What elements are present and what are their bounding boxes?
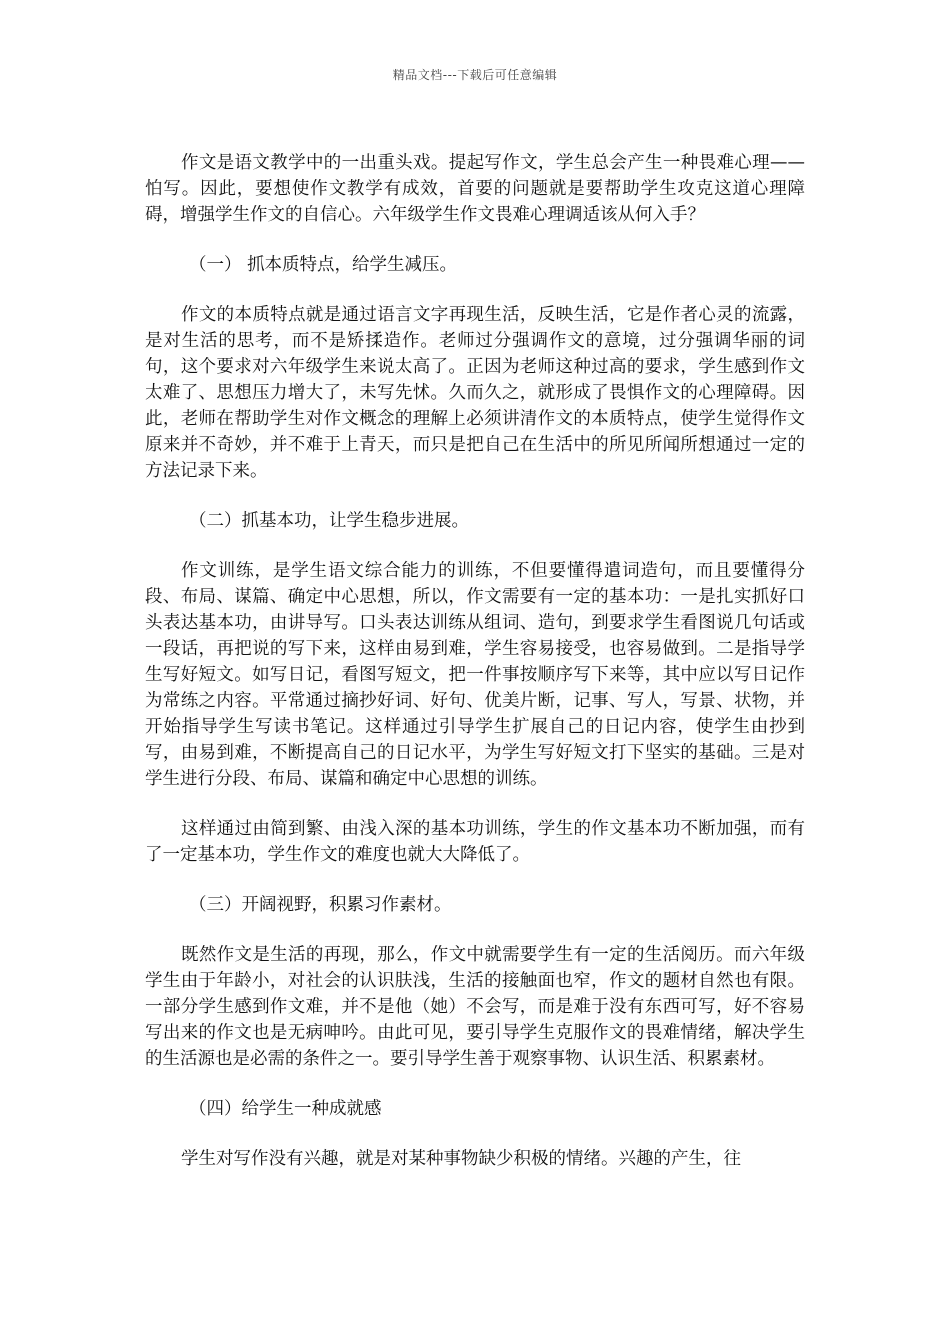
intro-paragraph: 作文是语文教学中的一出重头戏。提起写作文，学生总会产生一种畏难心理——怕写。因此，要想使作文教学有成效，首要的问题就是要帮助学生攻克这道心理障碍，增强学生作文的自信心。六年级学生作文畏难心理调适该从何入手？ — [145, 153, 805, 225]
page-header: 精品文档---下载后可任意编辑 — [392, 68, 558, 82]
section-2-paragraph-2: 这样通过由简到繁、由浅入深的基本功训练，学生的作文基本功不断加强，而有了一定基本功，学生作文的难度也就大大降低了。 — [145, 819, 805, 865]
section-heading-3: （三）开阔视野，积累习作素材。 — [189, 895, 452, 915]
section-1-paragraph: 作文的本质特点就是通过语言文字再现生活，反映生活，它是作者心灵的流露，是对生活的思考，而不是矫揉造作。老师过分强调作文的意境，过分强调华丽的词句，这个要求对六年级学生来说太高了。正因为老师这种过高的要求，学生感到作文太难了、思想压力增大了，未写先怵。久而久之，就形成了畏惧作文的心理障碍。因此，老师在帮助学生对作文概念的理解上必须讲清作文的本质特点，使学生觉得作文原来并不奇妙，并不难于上青天，而只是把自己在生活中的所见所闻所想通过一定的方法记录下来。 — [145, 305, 805, 481]
section-3-paragraph: 既然作文是生活的再现，那么，作文中就需要学生有一定的生活阅历。而六年级学生由于年龄小，对社会的认识肤浅，生活的接触面也窄，作文的题材自然也有限。一部分学生感到作文难，并不是他（她）不会写，而是难于没有东西可写，好不容易写出来的作文也是无病呻吟。由此可见，要引导学生克服作文的畏难情绪，解决学生的生活源也是必需的条件之一。要引导学生善于观察事物、认识生活、积累素材。 — [145, 945, 805, 1069]
section-4-paragraph: 学生对写作没有兴趣，就是对某种事物缺少积极的情绪。兴趣的产生，往 — [181, 1149, 741, 1169]
section-2-paragraph-1: 作文训练，是学生语文综合能力的训练，不但要懂得遣词造句，而且要懂得分段、布局、谋篇、确定中心思想，所以，作文需要有一定的基本功：一是扎实抓好口头表达基本功，由讲导写。口头表达训练从组词、造句，到要求学生看图说几句话或一段话，再把说的写下来，这样由易到难，学生容易接受，也容易做到。二是指导学生写好短文。如写日记，看图写短文，把一件事按顺序写下来等，其中应以写日记作为常练之内容。平常通过摘抄好词、好句、优美片断，记事、写人，写景、状物，并开始指导学生写读书笔记。这样通过引导学生扩展自己的日记内容，使学生由抄到写，由易到难，不断提高自己的日记水平，为学生写好短文打下坚实的基础。三是对学生进行分段、布局、谋篇和确定中心思想的训练。 — [145, 561, 805, 789]
section-heading-1: （一） 抓本质特点，给学生减压。 — [189, 255, 458, 275]
document-body — [145, 150, 805, 1172]
section-heading-4: （四）给学生一种成就感 — [189, 1099, 382, 1119]
section-heading-2: （二）抓基本功，让学生稳步进展。 — [189, 511, 469, 531]
